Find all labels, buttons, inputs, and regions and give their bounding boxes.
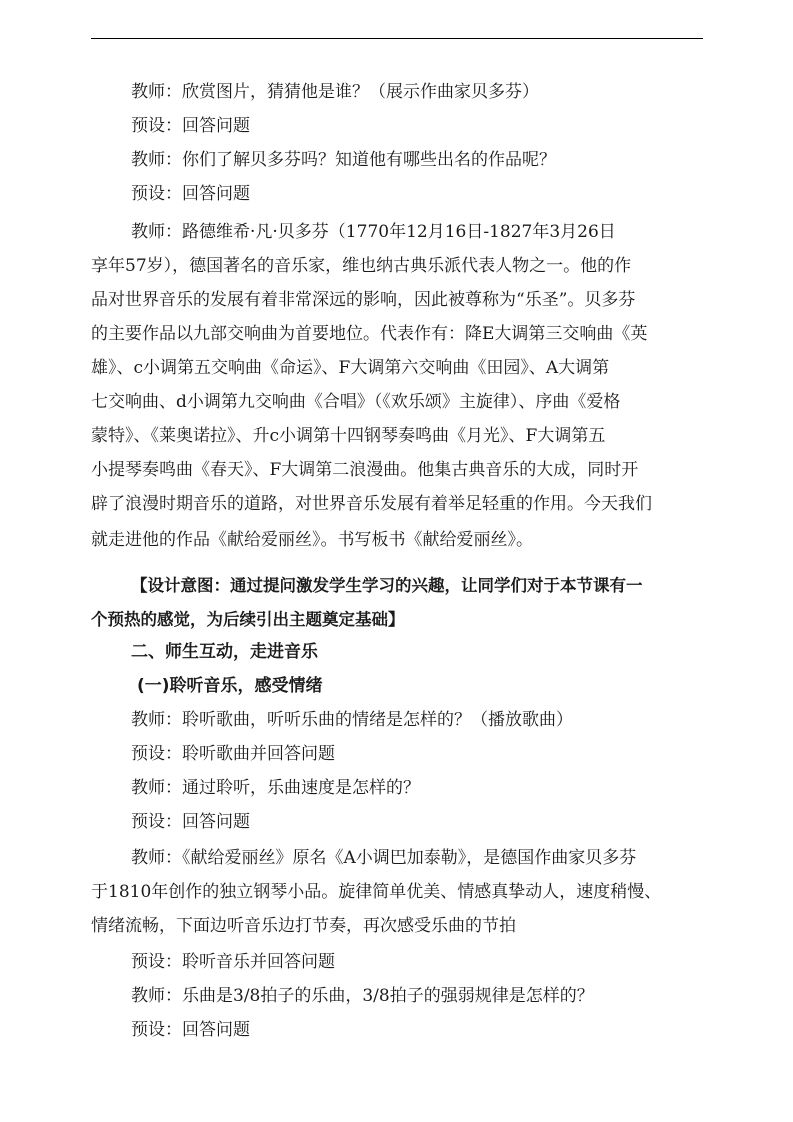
design-intent-note: 【设计意图：通过提问激发学生学习的兴趣，让同学们对于本节课有一 <box>131 576 643 595</box>
paragraph-line: 教师：路德维希·凡·贝多芬（1770年12月16日-1827年3月26日 <box>131 222 616 242</box>
paragraph-line: 享年57岁），德国著名的音乐家，维也纳古典乐派代表人物之一。他的作 <box>91 256 632 276</box>
paragraph-line: 蒙特》、《莱奥诺拉》、升c小调第十四钢琴奏鸣曲《月光》、F大调第五 <box>91 426 606 446</box>
paragraph-line: 预设：聆听歌曲并回答问题 <box>131 744 335 764</box>
paragraph-line: 教师：通过聆听，乐曲速度是怎样的？ <box>131 778 420 798</box>
paragraph-line: 预设：回答问题 <box>131 116 250 136</box>
paragraph-line: 教师：欣赏图片，猜猜他是谁？（展示作曲家贝多芬） <box>131 82 539 102</box>
paragraph-line: 预设：回答问题 <box>131 812 250 832</box>
paragraph-line: 品对世界音乐的发展有着非常深远的影响，因此被尊称为“乐圣”。贝多芬 <box>91 290 636 310</box>
section-heading: 二、师生互动，走进音乐 <box>131 642 318 662</box>
paragraph-line: 教师：乐曲是3/8拍子的乐曲，3/8拍子的强弱规律是怎样的？ <box>131 986 594 1006</box>
subsection-heading: (一)聆听音乐，感受情绪 <box>137 676 323 696</box>
paragraph-line: 教师：《献给爱丽丝》原名《A小调巴加泰勒》，是德国作曲家贝多芬 <box>131 848 637 868</box>
paragraph-line: 的主要作品以九部交响曲为首要地位。代表作有：降E大调第三交响曲《英 <box>91 324 648 344</box>
paragraph-line: 七交响曲、d小调第九交响曲《合唱》（《欢乐颂》主旋律）、序曲《爱格 <box>91 392 621 412</box>
paragraph-line: 预设：回答问题 <box>131 184 250 204</box>
paragraph-line: 教师：你们了解贝多芬吗？知道他有哪些出名的作品呢？ <box>131 150 556 170</box>
paragraph-line: 辟了浪漫时期音乐的道路，对世界音乐发展有着举足轻重的作用。今天我们 <box>91 494 652 514</box>
paragraph-line: 小提琴奏鸣曲《春天》、F大调第二浪漫曲。他集古典音乐的大成，同时开 <box>91 460 639 480</box>
paragraph-line: 就走进他的作品《献给爱丽丝》。书写板书《献给爱丽丝》。 <box>91 530 533 550</box>
design-intent-note: 个预热的感觉，为后续引出主题奠定基础】 <box>91 610 405 629</box>
paragraph-line: 预设：聆听音乐并回答问题 <box>131 952 335 972</box>
paragraph-line: 于1810年创作的独立钢琴小品。旋律简单优美、情感真挚动人，速度稍慢、 <box>91 882 662 902</box>
header-rule <box>91 38 703 39</box>
paragraph-line: 情绪流畅，下面边听音乐边打节奏，再次感受乐曲的节拍 <box>91 916 516 936</box>
paragraph-line: 雄》、c小调第五交响曲《命运》、F大调第六交响曲《田园》、A大调第 <box>91 358 610 378</box>
paragraph-line: 预设：回答问题 <box>131 1020 250 1040</box>
paragraph-line: 教师：聆听歌曲，听听乐曲的情绪是怎样的？（播放歌曲） <box>131 710 573 730</box>
